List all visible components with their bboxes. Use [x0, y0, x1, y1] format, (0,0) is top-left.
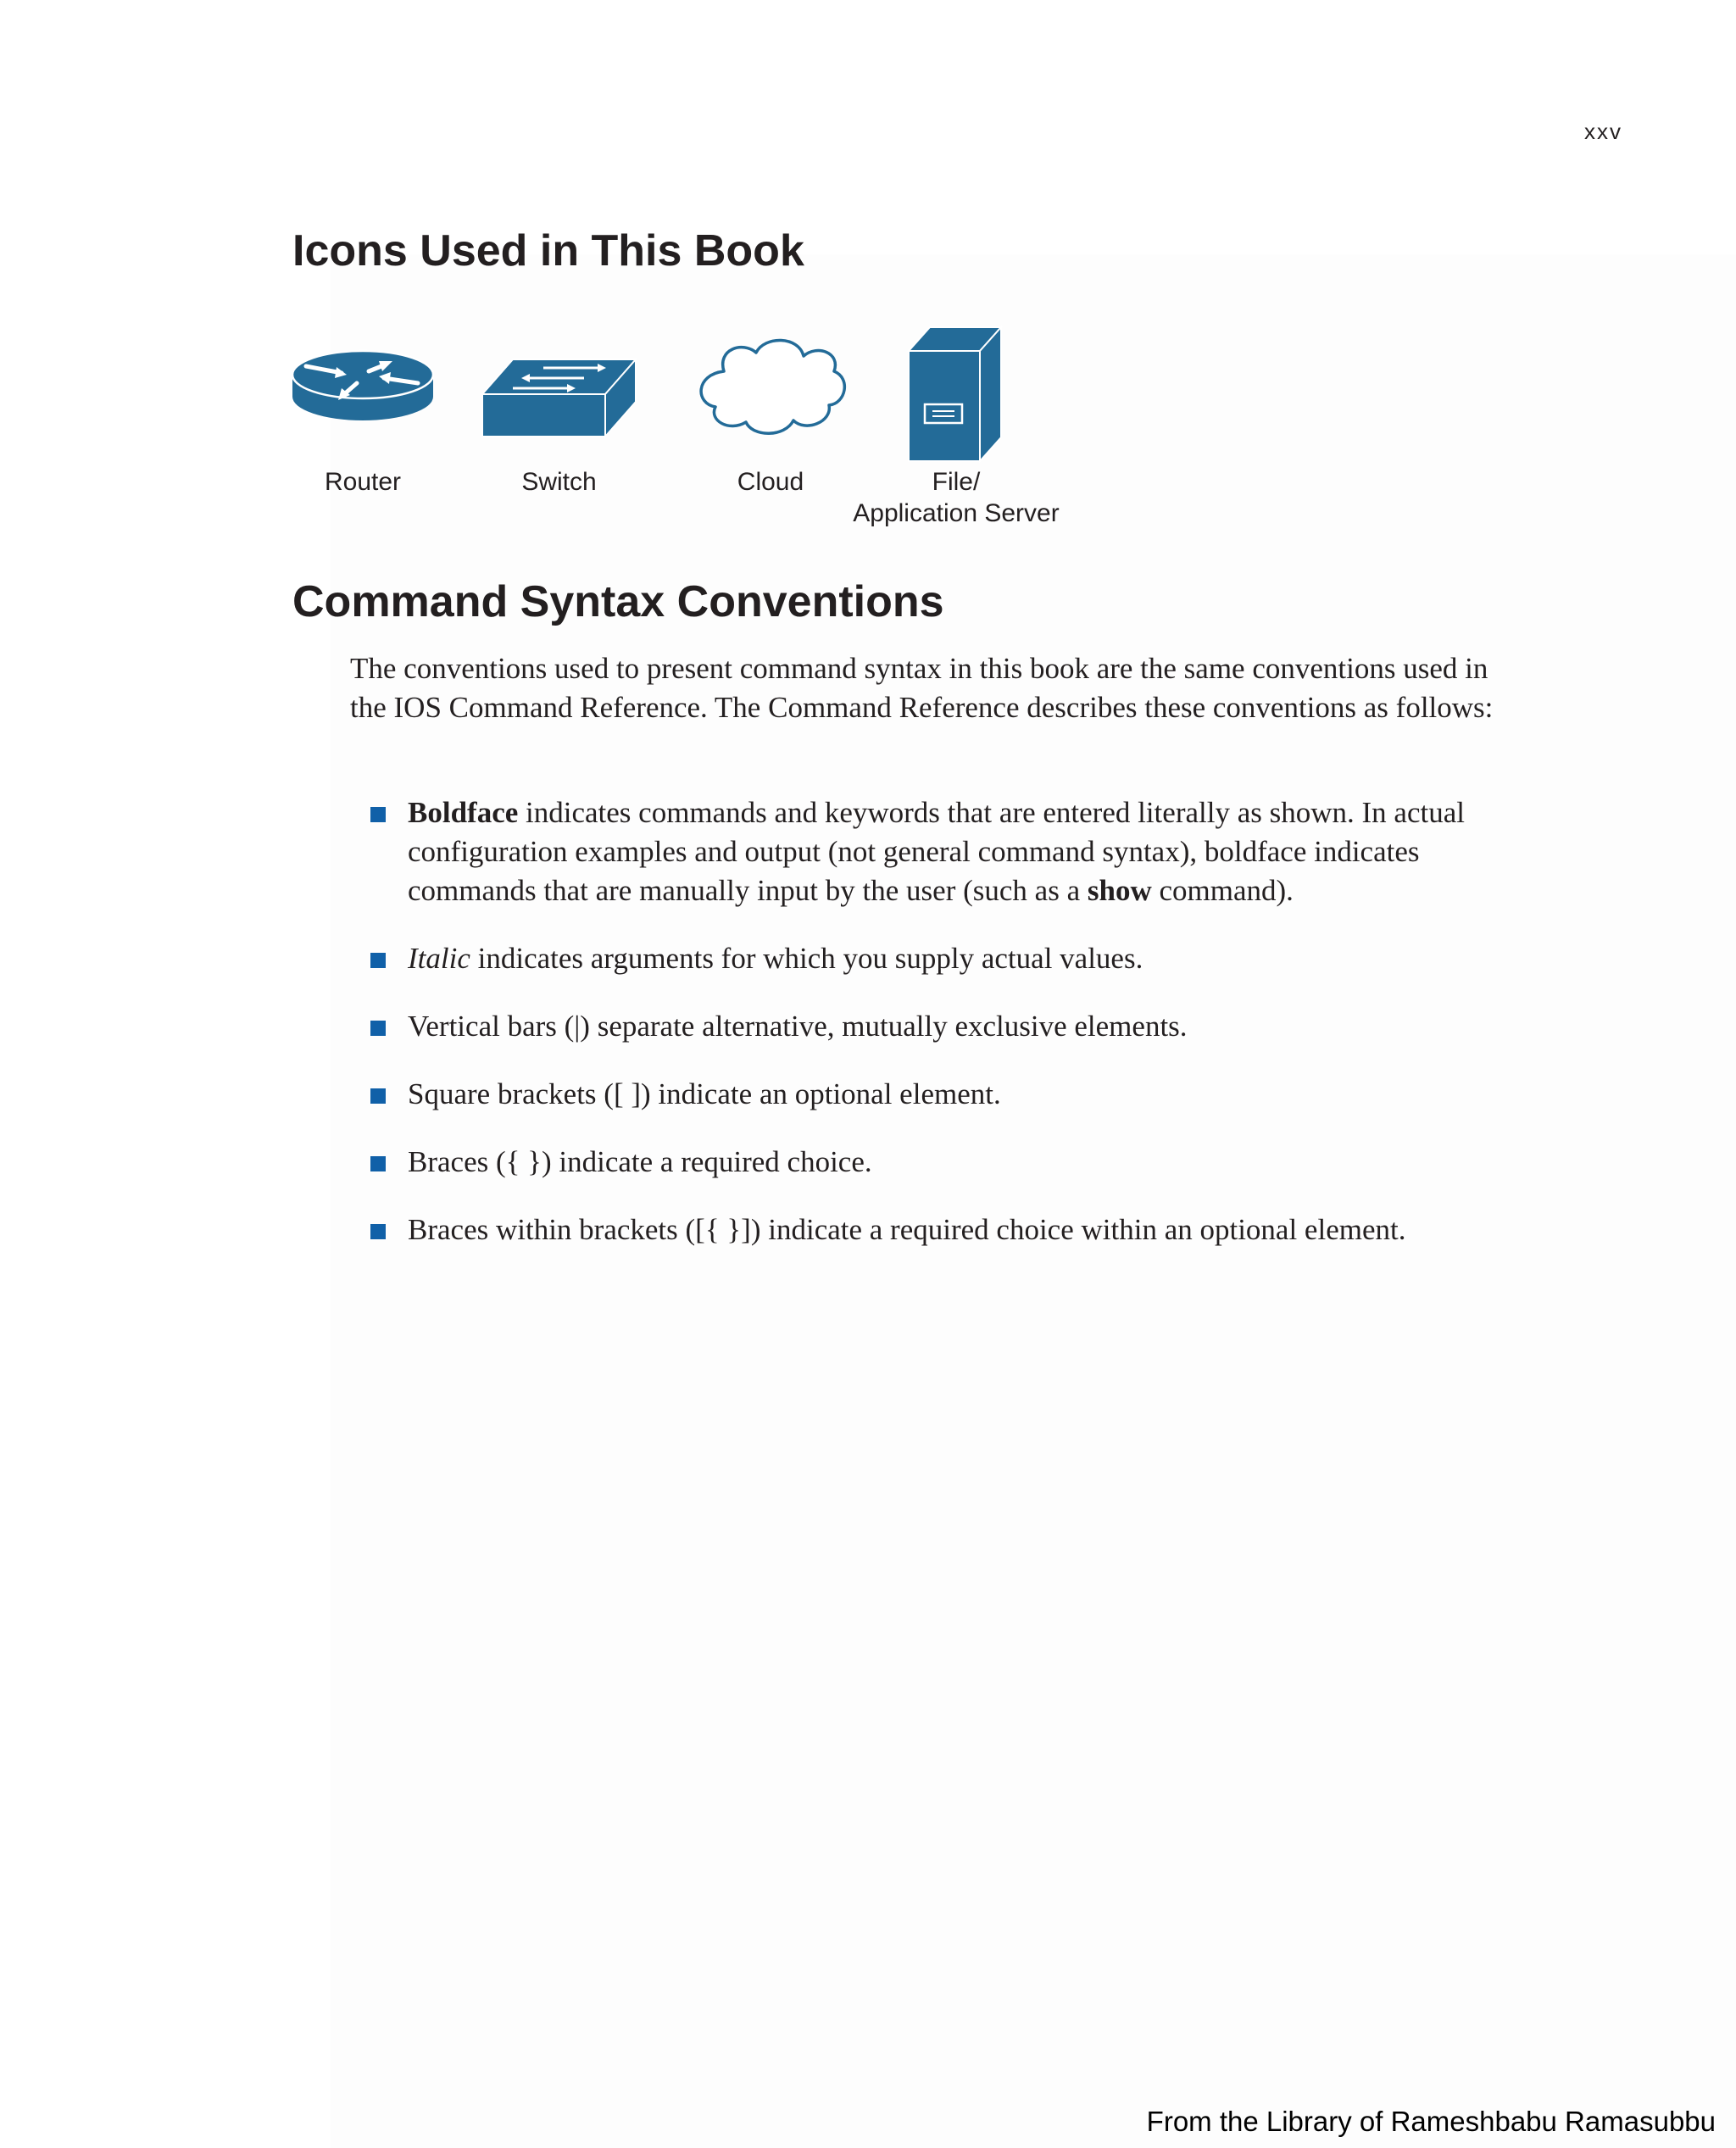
file-server-label [833, 466, 1079, 529]
router-icon [291, 322, 435, 475]
switch-label: Switch [521, 468, 597, 496]
bullet-square-icon [370, 1021, 386, 1036]
list-item [367, 1210, 1520, 1249]
bullet-text: indicates arguments for which you supply actual values. [470, 942, 1143, 975]
cloud-label: Cloud [737, 468, 804, 496]
conventions-list [367, 793, 1520, 1278]
icons-section-title: Icons Used in This Book [292, 226, 804, 275]
switch-icon [481, 322, 637, 475]
syntax-section-title: Command Syntax Conventions [292, 577, 944, 626]
file-server-icon [901, 322, 1011, 475]
router-label: Router [324, 468, 402, 496]
italic-term: Italic [408, 942, 470, 975]
boldface-term: Boldface [408, 796, 519, 829]
file-server-label-line1: File/ [932, 468, 981, 496]
list-item [367, 1143, 1520, 1182]
bullet-text: Braces ({ }) indicate a required choice. [408, 1145, 872, 1178]
bullet-square-icon [370, 1156, 386, 1171]
page-number: xxv [1584, 119, 1622, 144]
bullet-square-icon [370, 953, 386, 968]
bullet-text: Square brackets ([ ]) indicate an optional element. [408, 1077, 1001, 1110]
list-item [367, 1075, 1520, 1114]
list-item [367, 793, 1520, 910]
list-item [367, 1007, 1520, 1046]
bullet-square-icon [370, 1224, 386, 1239]
show-keyword: show [1087, 874, 1152, 907]
file-server-label-line2: Application Server [853, 499, 1060, 527]
syntax-intro: The conventions used to present command syntax in this book are the same conventions used in the IOS Command Reference. The Command Reference describes these conventions as follows: [350, 652, 1494, 724]
bullet-text: Vertical bars (|) separate alternative, mutually exclusive elements. [408, 1010, 1188, 1043]
bullet-text: indicates commands and keywords that are entered literally as shown. In actual configuration examples and output (not general command syntax), boldface indicates commands that are manually input by the user (such as a [408, 796, 1465, 907]
bullet-square-icon [370, 1088, 386, 1104]
bullet-text: Braces within brackets ([{ }]) indicate a required choice within an optional element. [408, 1213, 1406, 1246]
bullet-square-icon [370, 807, 386, 822]
bullet-text-end: command). [1151, 874, 1294, 907]
cloud-icon [690, 322, 851, 475]
list-item [367, 939, 1520, 978]
library-footer: From the Library of Rameshbabu Ramasubbu [1146, 2106, 1716, 2137]
